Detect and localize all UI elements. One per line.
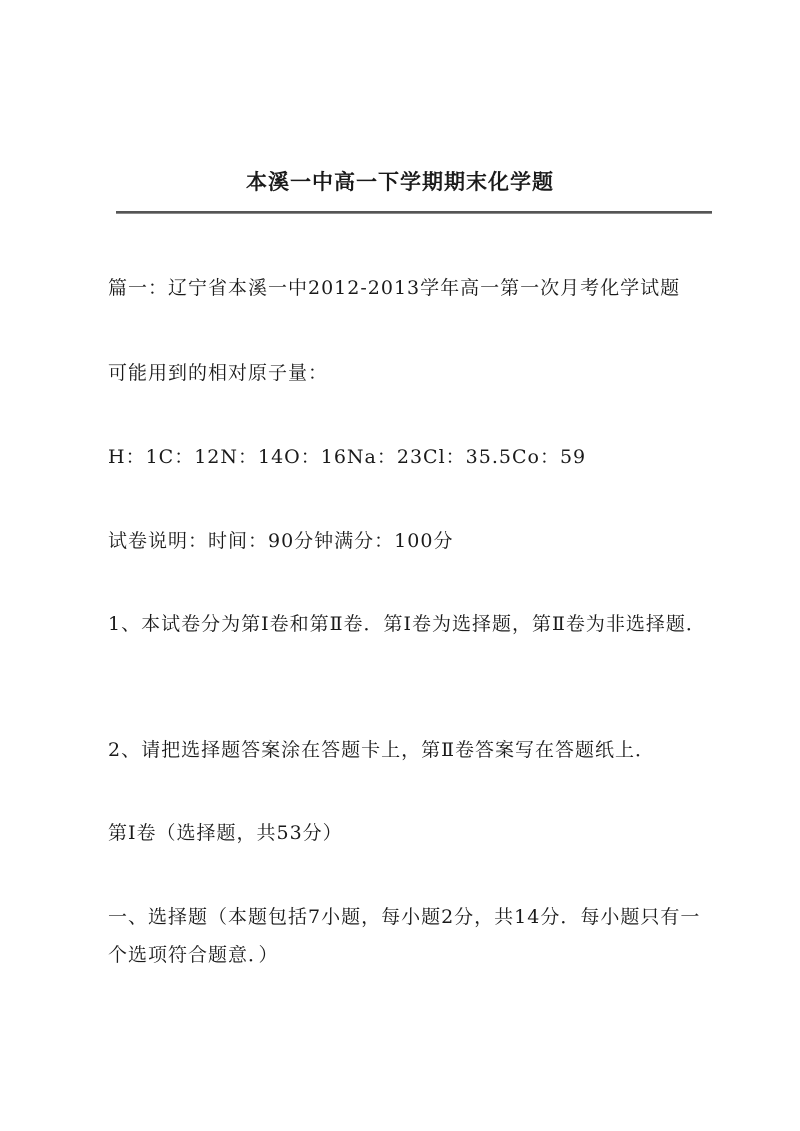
paragraph-instruction-2: 2、请把选择题答案涂在答题卡上，第Ⅱ卷答案写在答题纸上． — [108, 739, 656, 761]
paragraph-instruction-1: 1、本试卷分为第Ⅰ卷和第Ⅱ卷．第Ⅰ卷为选择题，第Ⅱ卷为非选择题． — [108, 613, 706, 635]
paragraph-section-heading: 第Ⅰ卷（选择题，共53分） — [108, 822, 343, 844]
paragraph-exam-info: 试卷说明：时间：90分钟满分：100分 — [108, 530, 454, 552]
paragraph-atomic-masses: H：1C：12N：14O：16Na：23Cl：35.5Co：59 — [108, 446, 587, 468]
paragraph-source-heading: 篇一：辽宁省本溪一中2012-2013学年高一第一次月考化学试题 — [108, 277, 681, 299]
title-divider — [116, 211, 712, 214]
document-title: 本溪一中高一下学期期末化学题 — [246, 170, 554, 194]
paragraph-atomic-mass-label: 可能用到的相对原子量： — [108, 362, 329, 384]
paragraph-question-section: 一、选择题（本题包括7小题，每小题2分，共14分．每小题只有一个选项符合题意．） — [108, 906, 701, 966]
